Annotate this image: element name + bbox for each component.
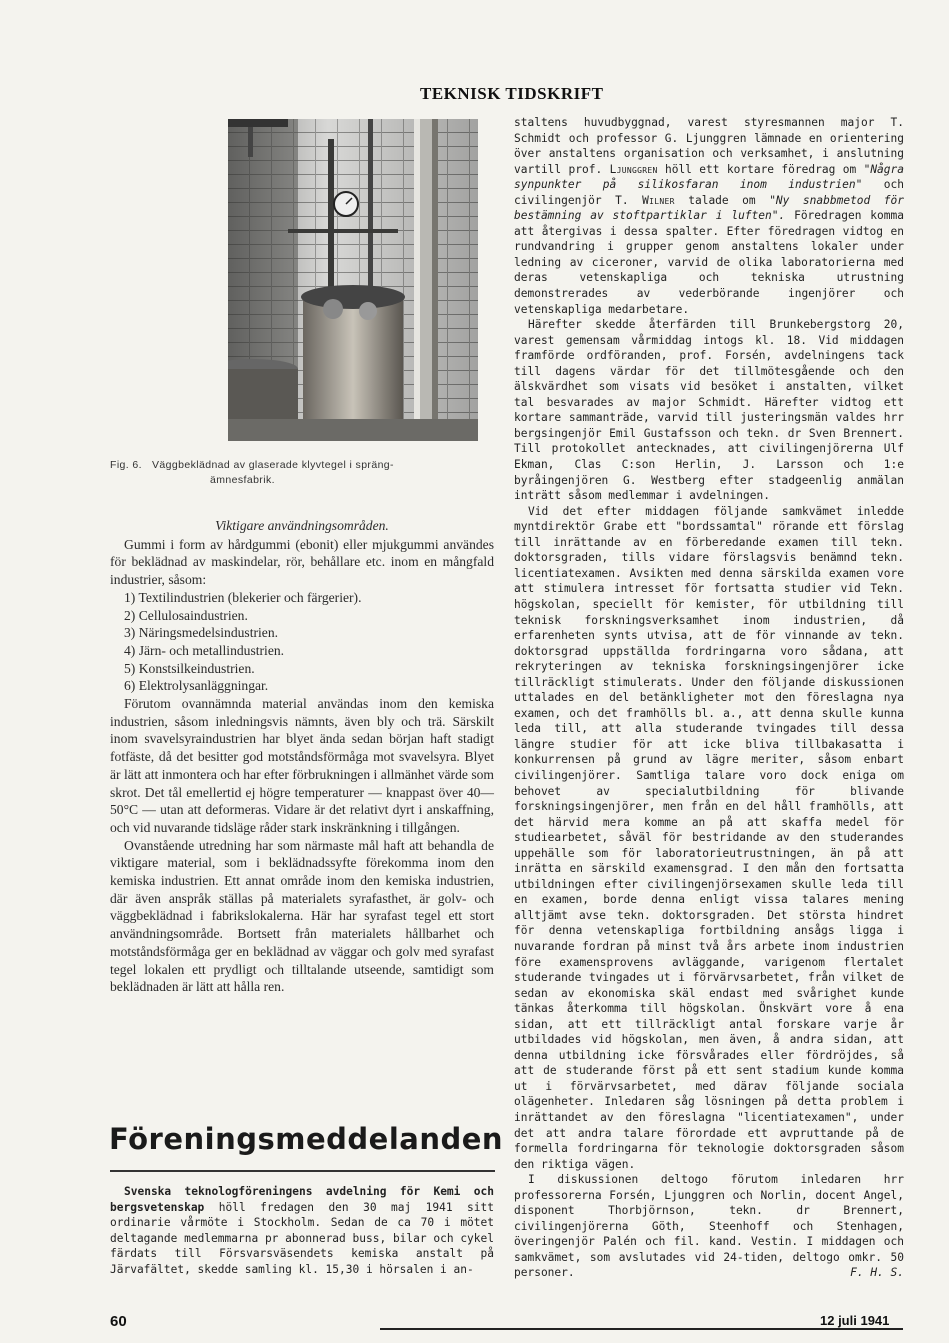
paragraph-lead-wood: Förutom ovannämnda material användas inom den kemiska industrien, såsom inledningsvis nämnts, även bly och trä. Särskilt inom svavelsyraindustrien har blyet ända sedan början haft stadigt fotfäste, då det besitter god motståndsförmåga mot svavelsyra. Blyet är lätt att inmontera och har efter förbrukningen i allmänhet värde som skrot. Det tål emellertid ej högre temperaturer — knappast över 40—50°C — utan att deformeras. Vidare är det relativt dyrt i anskaffning, och vid nuvarande tidsläge råder stark inskränkning i tillgången.	[110, 696, 494, 835]
text-run: I diskussionen deltogo förutom inledaren hrr professorerna Forsén, Ljunggren och Norlin, docent Angel, disponent Thorbjörnson, tekn. dr Brennert, civilingenjörerna Göth, Steenhoff och Stenhagen, överingenjör Palén och fil. kand. Vestin. I middagen och samkvämet, som avslutades vid 24-tiden, deltogo omkr. 50 personer.	[514, 1173, 904, 1280]
text-run: staltens huvudbyggnad, varest styresmannen major T. Schmidt och professor G. Ljunggren lämnade en orientering över anstaltens organisation och verksamhet, i anslutning vartill prof.	[514, 116, 904, 176]
tiled-wall-photo-image	[228, 119, 478, 441]
society-name: Svenska teknologföreningens avdelning för Kemi och bergsvetenskap	[110, 1185, 494, 1214]
text-run: talade om	[674, 193, 770, 207]
list-item: 1) Textilindustrien (blekerier och färgerier).	[124, 589, 362, 605]
foreningsmeddelanden-body	[110, 1184, 494, 1277]
paragraph-visit	[514, 115, 904, 317]
text-run: och civilingenjör T.	[514, 178, 905, 207]
list-item: 5) Konstsilkeindustrien.	[124, 660, 255, 676]
figure-caption-line1: Väggbeklädnad av glaserade klyvtegel i spräng-	[151, 459, 394, 471]
issue-date: 12 juli 1941	[820, 1313, 890, 1328]
speaker-name: Ljunggren	[609, 162, 658, 176]
list-item: 3) Näringsmedelsindustrien.	[124, 625, 279, 641]
section-divider	[110, 1170, 495, 1172]
text-run: Föredragen komma att återgivas i dessa spalter. Efter föredragen vidtog en rundvandring i grupper genom anstaltens lokaler under ledning av ciceroner, varvid de olika laboratorierna med deras vetenskapliga och tekniska utrustning demonstrerades av vederbörande ingenjörer och vetenskapliga medarbetare.	[514, 209, 904, 316]
list-item: 6) Elektrolysanläggningar.	[124, 678, 269, 694]
lecture-title: "Några synpunkter på silikosfaran inom industrien"	[514, 162, 904, 192]
list-item: 4) Järn- och metallindustrien.	[124, 642, 285, 658]
footer-rule	[380, 1328, 903, 1330]
industry-list	[110, 589, 494, 695]
lecture-title: "Ny snabbmetod för bestämning av stoftpartiklar i luften".	[514, 193, 905, 223]
journal-masthead: TEKNISK TIDSKRIFT	[420, 84, 604, 103]
figure-caption	[110, 458, 495, 488]
left-column	[110, 517, 494, 996]
meeting-intro: höll fredagen den 30 maj 1941 sitt ordinarie vårmöte i Stockholm. Sedan de ca 70 i mötet deltagande medlemmarna pr abonnerad buss, bilar och cykel färdats till Försvarsväsendets kemiska anstalt på Järvafältet, skedde samling kl. 15,30 i hörsalen i an-	[110, 1200, 494, 1276]
section-title-foreningsmeddelanden: Föreningsmeddelanden	[109, 1122, 504, 1156]
section-heading: Viktigare användningsområden.	[215, 518, 389, 533]
paragraph-acid-brick: Ovanstående utredning har som närmaste mål haft att behandla de viktigare material, som i beklädnadssyfte förekomma inom den kemiska industrien. Ett annat område inom den kemiska industrien, där även anspråk ställas på materialets syrafasthet, är golv- och väggbeklädnad i fabrikslokalerna. Här har syrafast tegel ett stort användningsområde. Bortsett från materialets hållbarhet och motståndsförmåga ger en beklädnad av väggar och golv med syrafast tegel lokalen ett prydligt och tilltalande utseende, samtidigt som beklädnaden är lätt att hålla ren.	[110, 837, 494, 995]
list-item: 2) Cellulosaindustrien.	[124, 607, 248, 623]
paragraph-dinner: Härefter skedde återfärden till Brunkebergstorg 20, varest gemensam vårmiddag intogs kl. 18. Vid middagen framförde ordföranden, prof. Forsén, avdelningens tack till dagens värdar för det tillmötesgående och den älskvärdhet som visats vid besöket i anstalten, vilket tal besvarades av major Schmidt. Härefter vidtog ett kortare sammanträde, varvid till justeringsmän valdes hrr bergsingenjör Emil Gustafsson och tekn. dr Sven Brennert. Till protokollet antecknades, att civilingenjörerna Ulf Ekman, Clas C:son Herlin, J. Larsson och 1:e byråingenjören G. Westberg efter stadgeenlig anmälan inträtt såsom medlemmar i avdelningen.	[514, 318, 904, 503]
right-column	[514, 115, 904, 1281]
figure-photo	[228, 119, 478, 441]
paragraph-participants	[514, 1172, 904, 1281]
paragraph-discussion: Vid det efter middagen följande samkvämet inledde myntdirektör Grabe ett "bordssamtal" rörande ett förslag till inrättande av en förberedande examen till tekn. doktorsgraden, tills vidare förslagsvis benämnd tekn. licentiatexamen. Avsikten med denna särskilda examen vore att stimulera intresset för fortsatta studier vid Tekn. högskolan, speciellt för kemister, för utbildning till teknisk forskningsverksamhet inom industrien, då erfarenheten synts utvisa, att de för vinnande av tekn. doktorsgrad uppställda fordringarna voro sådana, att rekryteringen av tekniska forskningsingenjörer icke tillräckligt stimulerats. Under den följande diskussionen uttalades en del betänkligheter mot den föreslagna nya examen, och det framhölls bl. a., att denna skulle kunna leda till, att alla studerande tvingades till dessa längre studier för att icke bliva tillbakasatta i konkurrensen på grund av lägre meriter, såsom enbart civilingenjörer. Samtliga talare voro dock eniga om behovet av specialutbildning för blivande forskningsingenjörer, men från en del håll framhölls, att det härvid mera komme an på att skaffa medel för studiearbetet, såväl för bestridande av den studerandes uppehälle som för laboratorieutrustningen, än på att inrätta en särskild examensgrad. I den mån den fortsatta utbildningen efter civilingenjörsexamen skulle leda till en examen, borde denna enligt vissa talares mening alltjämt avse tekn. doktorsgraden. Det största hindret för denna vetenskapliga fortbildning ansågs ligga i nuvarande fordran på minst två års arbete inom industrien före examensprovens avläggande, varigenom flertalet studerande tvingades ut i förvärvsarbetet, från vilket de sedan av ekonomiska skäl endast med svårighet kunde tänkas återkomma till högskolan. Önskvärt vore å ena sidan, att ett tillräckligt antal forskare varje år utbildades vid högskolan, men även, å andra sidan, att denna utbildning icke försvårades eller fördröjdes, så att de studerande först på ett sent stadium kunde komma ut i förvärvsarbetet, med därav följande sociala olägenheter. Inledaren såg lösningen på detta problem i inrättandet av den föreslagna "licentiatexamen", under det att andra talare förordade ett avpruttande på de formella fordringarna för teknologie doktorsgraden såsom den riktiga vägen.	[514, 504, 904, 1171]
page-number: 60	[110, 1313, 127, 1330]
author-signature: F. H. S.	[850, 1266, 904, 1280]
text-run: höll ett kortare föredrag om	[657, 162, 864, 176]
intro-paragraph: Gummi i form av hårdgummi (ebonit) eller mjukgummi användes för beklädnad av maskindelar, rör, behållare etc. inom en mångfald industrier, såsom:	[110, 536, 494, 588]
figure-label: Fig. 6.	[110, 459, 142, 471]
figure-caption-line2: ämnesfabrik.	[210, 474, 275, 486]
speaker-name: Wilner	[642, 193, 675, 207]
